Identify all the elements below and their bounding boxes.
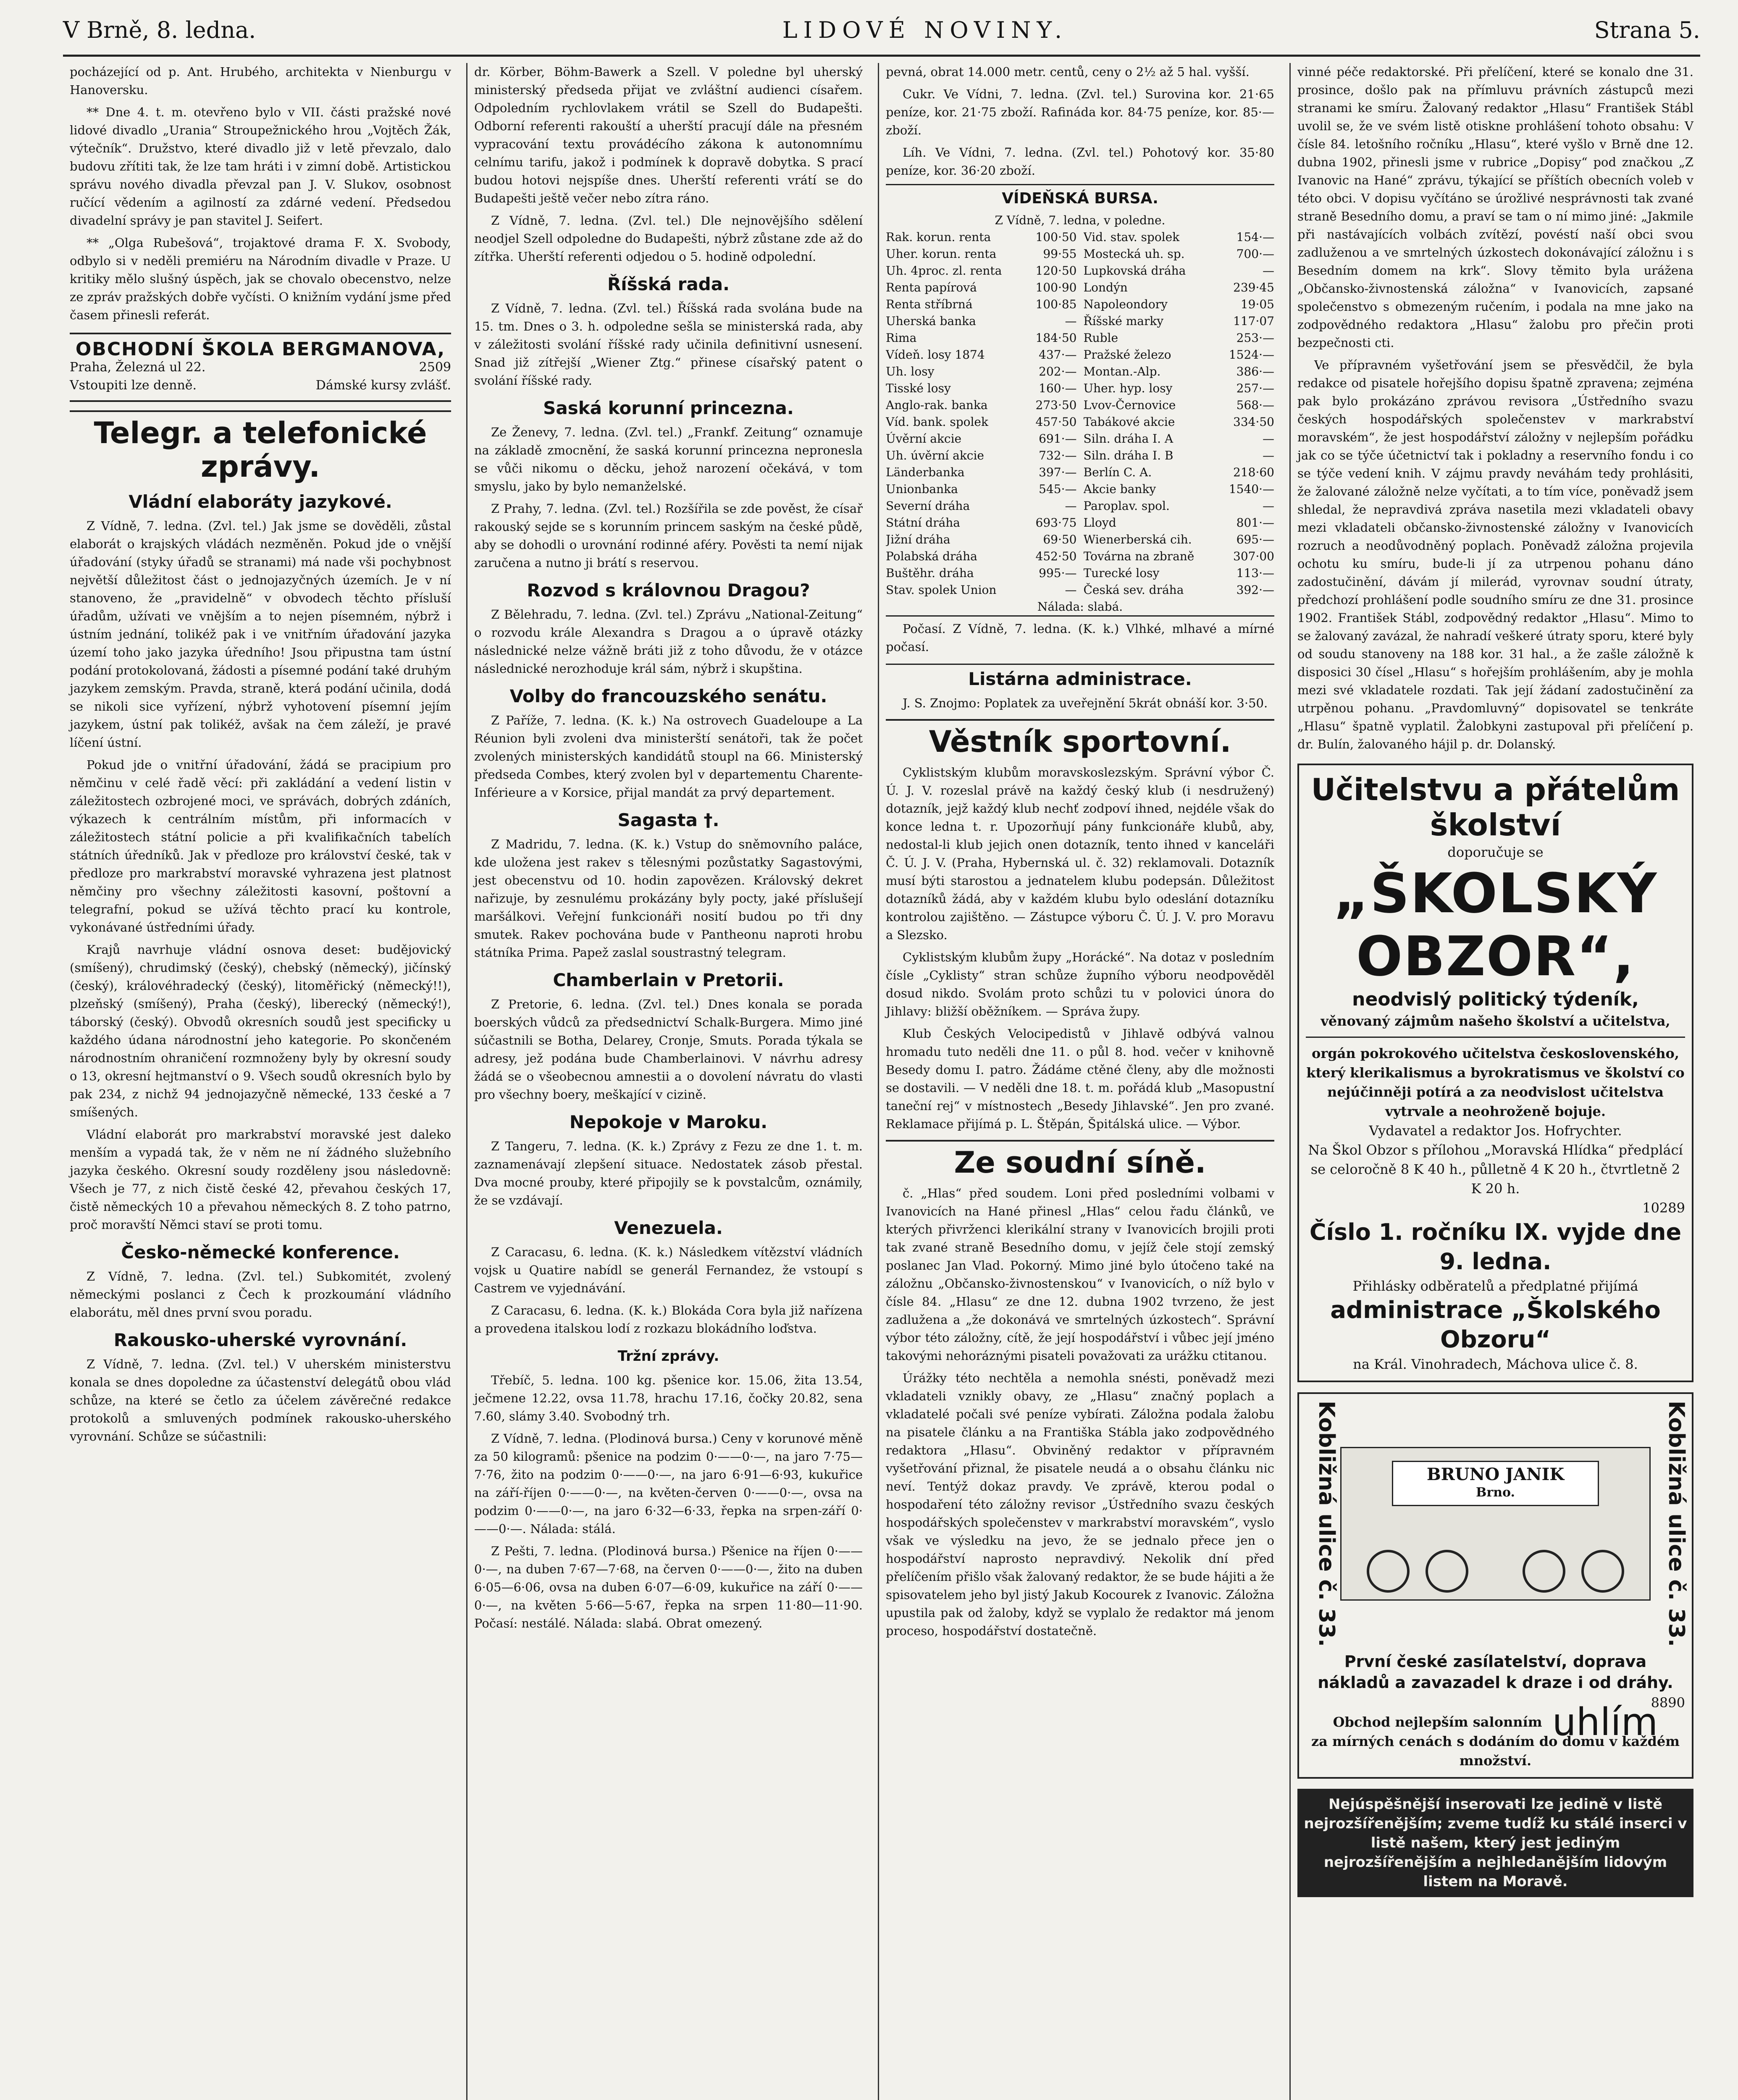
market-paragraph: Třebíč, 5. ledna. 100 kg. pšenice kor. 15.06, žita 13.54, ječmene 12.22, ovsa 11.78, hrachu 17.16, čočky 20.82, sena 7.60, slámy 3.40. Svobodný trh. [474,1373,863,1423]
weather-paragraph: Počasí. Z Vídně, 7. ledna. (K. k.) Vlhké, mlhavé a mírné počasí. [886,622,1274,654]
exchange-price: — [1065,499,1077,513]
exchange-security: Ruble [1083,331,1118,345]
bruno-janik-advertisement [1297,1392,1693,1779]
exchange-row [1084,296,1275,313]
exchange-security: Říšské marky [1083,314,1164,328]
article-paragraph: Z Paříže, 7. ledna. (K. k.) Na ostrovech Guadeloupe a La Réunion byli zvoleni dva ministerští senátoři, tak že počet zvolených ministerských kandidátů stoupl na 66. Ministerský předseda Combes, který zvolen byl v departementu Charente-Inférieure a v Korsice, přijal mandát za prvý departement. [474,713,863,800]
ad-side-text: Kobližná ulice č. 33. [1314,1401,1339,1647]
exchange-security: Vídeň. losy 1874 [886,348,985,362]
exchange-security: Berlín C. A. [1083,465,1152,479]
exchange-price: 273·50 [1035,398,1077,412]
exchange-price: 69·50 [1043,533,1077,546]
ad-line: První české zasílatelství, doprava nákladů a zavazadel k draze i od dráhy. [1318,1652,1673,1692]
exchange-row [886,447,1077,464]
exchange-price: 732·— [1039,449,1077,462]
exchange-price: 99·55 [1043,247,1077,261]
exchange-security: Buštěhr. dráha [886,566,974,580]
masthead-page: Strana 5. [1594,17,1700,43]
article-paragraph: Z Vídně, 7. ledna. (Zvl. tel.) Dle nejnovějšího sdělení neodjel Szell odpoledne do Budapešti, nýbrž zůstane zde až do zítřka. Uherští referenti odjedou o 5. hodině odpolední. [474,213,863,264]
article-heading: Rakousko-uherské vyrovnání. [113,1330,407,1350]
article-paragraph: Z Vídně, 7. ledna. (Zvl. tel.) V uherském ministerstvu konala se dnes dopoledne za účastenství delegátů obou vlád schůze, na které se četlo za účelem závěrečné redakce protokolů a smluvených podmínek rakousko-uherského vyrovnání. Schůze se súčastnili: [70,1357,451,1444]
exchange-price: 545·— [1039,482,1077,496]
exchange-row [886,397,1077,414]
exchange-security: Uh. losy [886,365,935,378]
article-paragraph: dr. Körber, Böhm-Bawerk a Szell. V poledne byl uherský ministerský předseda přijat ve zvláštní audienci císařem. Odpoledním rychlovlakem vrátil se Szell do Budapešti. Odborní referenti rakouští a uherští pracují dále na přesném vypracování textu provádécího zákona k autonomnímu celnímu tarifu, jakož i podmínek k dopravě dobytka. S prací budou hotovi nejspíše dnes. Uherští referenti vrátí se do Budapešti ještě večer nebo zítra ráno. [474,65,863,205]
wheel-icon [1426,1550,1468,1593]
exchange-price: 693·75 [1035,516,1077,530]
exchange-price: 253·— [1236,331,1274,345]
exchange-title: VÍDEŇSKÁ BURSA. [1002,190,1158,207]
exchange-row [886,498,1077,514]
article-paragraph: J. S. Znojmo: Poplatek za uveřejnění 5krát obnáší kor. 3·50. [903,696,1268,710]
exchange-row [1084,363,1275,380]
exchange-grid [886,229,1274,598]
section-heading: Věstník sportovní. [886,719,1274,759]
wagon-sign-name: BRUNO JANIK [1426,1465,1565,1485]
masthead-title: LIDOVÉ NOVINY. [782,17,1068,43]
exchange-security: Mostecká uh. sp. [1083,247,1185,261]
article-heading: Volby do francouzského senátu. [509,686,827,706]
exchange-price: 568·— [1236,398,1274,412]
columns [63,63,1700,2100]
exchange-price: 695·— [1236,533,1274,546]
exchange-security: Paroplav. spol. [1083,499,1170,513]
ad-line: Obchod nejlepším salonním [1333,1714,1542,1730]
exchange-price: 392·— [1236,583,1274,597]
article-paragraph: Ve přípravném vyšetřování jsem se přesvědčil, že byla redakce od pisatele hořejšího dopisu špatně zpravena; zejména pak bylo prokázáno zprávou revisora „Ústředního svazu českých hospodářských společenstev v markrabství moravském“, že jest hospodářství záložny v nejlepším pořádku jak co se týče účetnictví tak i pokladny a reservního fondu i co se týče vedení knih. V zájmu pravdy neváhám tedy prohlásiti, že žalované záložně nelze vyčítati, a to tím více, poněvadž jsem shledal, že nepravdivá zpráva nasetila mezi vkladateli obavy mezi vkladateli občansko-živnostenské záložny v Ivanovicích rozruch a neodůvodněný poplach. Poněvadž záložna projevila ochotu ku smíru, bude-li jí za utrpenou pohanu dáno zadostučinění, dávám jí milerád, vyrovnav soudní útraty, předchozí prohlášení podle soudního smíru ze dne 31. prosince 1902. František Stábl, zodpovědný redaktor „Hlasu“. Mimo to se žalovaný zavázal, že nahradí veškeré útraty sporu, které byly od soudu stanoveny na 188 kor. 31 hal., a že zašle záložně k disposici 30 čísel „Hlasu“ s hořejším prohlášením, aby je mohla mezi své vkladatele rozdati. Tak její žádaní zadostučinění za utrpěnou pohanu. „Pravdomluvný“ dopisovatel se tenkráte „Hlasu“ špatně vyplatil. Žalobkyni zastupoval při přelíčení p. dr. Bulín, žalovaného hájil p. dr. Dolanský. [1297,358,1693,751]
exchange-row [886,380,1077,397]
exchange-price: — [1263,499,1274,513]
article-paragraph: Krajů navrhuje vládní osnova deset: budějovický (smíšený), chrudimský (český), chebský (německý), jičínský (český), královéhradecký (český), litoměřický (německý!!), plzeňský (smíšený), Praha (český), liberecký (německý!), táborský (český). Obvodů okresních soudů jest specificky u každého údana národnostní jeho kategorie. Po skončeném národnostním ohraničení rozmnoženy byly by okresní soudy o 13, okresní hejtmanství o 9. Všech soudů okresních bylo by pak 234, z nichž 94 jednojazyčně německé, 133 české a 7 smíšených. [70,942,451,1119]
exchange-security: Siln. dráha I. A [1083,432,1174,446]
column-1 [63,63,458,2100]
exchange-security: Stav. spolek Union [886,583,997,597]
exchange-row [886,313,1077,330]
exchange-price: — [1065,583,1077,597]
school-address-row [70,358,451,376]
exchange-row [886,531,1077,548]
exchange-security: Uher. hyp. losy [1083,381,1173,395]
article-paragraph: Z Tangeru, 7. ledna. (K. k.) Zprávy z Fezu ze dne 1. t. m. zaznamenávají zlepšení situace. Nedostatek zásob přestal. Dva mocné prouby, které připojily se k povstalcům, oznámily, že se vzdávají. [474,1139,863,1208]
exchange-row [886,481,1077,498]
exchange-row [1084,514,1275,531]
ad-recommend: doporučuje se [1447,844,1544,860]
article-paragraph: Z Pretorie, 6. ledna. (Zvl. tel.) Dnes konala se porada boerských vůdců za předsednictví Schalk-Burgera. Mimo jiné súčastnili se Botha, Delarey, Cronje, Smuts. Porada týkala se adresy, jež podána bude Chamberlainovi. V návrhu adresy žádá se o všeobecnou amnestii a o dovolení návratu do vlasti pro všechny boery, meškající v cizině. [474,997,863,1102]
exchange-price: 700·— [1236,247,1274,261]
article-paragraph: Cyklistským klubům moravskoslezským. Správní výbor Č. Ú. J. V. rozeslal právě na každý český klub (i nesdružený) dotazník, jejž každý klub nechť zodpoví ihned, nejdéle však do konce ledna t. r. Upozorňují pány funkcionáře klubů, aby, nedostal-li klub jejich onen dotazník, tento ihned v kanceláři Č. Ú. J. V. (Praha, Hybernská ul. č. 32) reklamovali. Dotazník musí býti starostou a jednatelem klubu podepsán. Důležitost dotazníků žádá, aby v každém klubu bylo odeslání dotazníku kontrolou zajištěno. — Zástupce výboru Č. Ú. J. V. pro Moravu a Slezsko. [886,765,1274,942]
wagon-sign [1392,1461,1599,1506]
exchange-row [1084,430,1275,447]
exchange-security: Uh. úvěrní akcie [886,449,984,462]
exchange-security: Renta papírová [886,281,977,294]
article-paragraph: Z Vídně, 7. ledna. (Zvl. tel.) Subkomitét, zvolený německými poslanci z Čech k prozkoumání vládního elaborátu, měl dnes první svou poradu. [70,1269,451,1320]
school-courses: Dámské kursy zvlášť. [315,378,451,393]
exchange-row [1084,330,1275,346]
ad-address: na Král. Vinohradech, Máchova ulice č. 8. [1353,1356,1638,1372]
article-heading: Chamberlain v Pretorii. [553,970,784,990]
article-paragraph: ** „Olga Rubešová“, trojaktové drama F. X. Svobody, odbylo si v neděli premiéru na Národním divadle v Praze. U kritiky mělo slušný úspěch, jak se chovalo obecenstvo, nelze ze zpráv pražských dobře vyčísti. O knižním vydání jsme před časem přinesli referát. [70,236,451,322]
ad-line: orgán pokrokového učitelstva československého, který klerikalismus a byrokratismus ve školství co nejúčinněji potírá a za neodvislost učitelstva vytrvale a neohroženě bojuje. [1306,1045,1685,1119]
exchange-row [886,229,1077,246]
ad-title: „ŠKOLSKÝ OBZOR“, [1333,861,1658,988]
exchange-security: Tisské losy [886,381,951,395]
article-heading: Rozvod s královnou Dragou? [527,580,810,601]
ad-line: za mírných cenách s dodáním do domu v každém množství. [1311,1733,1680,1769]
market-paragraph: Z Vídně, 7. ledna. (Plodinová bursa.) Ceny v korunové měně za 50 kilogramů: pšenice na podzim 0·——0·—, na jaro 7·75—7·76, žito na podzim 0·——0·—, na jaro 6·91—6·93, kukuřice na září-říjen 0·——0·—, na květen-červen 0·——0·—, ovsa na podzim 0·——0·—, na jaro 6·32—6·33, řepka na srpen-září 0·——0·—. Nálada: stálá. [474,1431,863,1536]
section-heading: Telegr. a telefonické zprávy. [70,410,451,483]
article-heading: Tržní zprávy. [617,1348,719,1365]
article-paragraph: vinné péče redaktorské. Při přelíčení, které se konalo dne 31. prosince, došlo pak na přímluvu právních zástupců mezi stranami ke smíru. Žalovaný redaktor „Hlasu“ František Stábl uvolil se, že ve svém listě otiskne prohlášení tohoto obsahu: V čísle 84. letošního ročníku „Hlasu“, které vyšlo v Brně dne 12. dubna 1902, přinesli jsme v rubrice „Dopisy“ pod značkou „Z Ivanovic na Hané“ zprávu, týkající se příštích obecních voleb v této obci. V dopisu vyčítáno se úrožlivé nesprávnosti tak zvané straně Besedního domu, a praví se tam o ní mimo jiné: „Jakmile při nastávajících volbách zvítězí, povéstí naší obci svou zadluženou a ve smrtelných úzkostech dokonávající záložnu i s Besedním domem na krk“. Slovy těmito byla urážena „Občansko-živnostenská záložna“ v Ivanovicích, zapsané společenstvo s obmezeným ručením, i podala na mne jako na zodpovědného redaktora „Hlasu“ žalobu pro přečin proti bezpečnosti cti. [1297,65,1693,350]
exchange-row [1084,498,1275,514]
exchange-security: Víd. bank. spolek [886,415,988,429]
article-paragraph: Z Madridu, 7. ledna. (K. k.) Vstup do sněmovního paláce, kde uložena jest rakev s tělesnými pozůstatky Sagastovými, jest obecenstvu od 10. hodin zapovězen. Královský dekret nařizuje, by zesnulému prokázány byly pocty, jaké příslušejí maršálkovi. Veřejní funkcionáři nosití budou po tři dny smutek. Rakev pochována bude v Pantheonu naproti hrobu státníka Prima. Papež zaslal soustrastný telegram. [474,837,863,960]
exchange-row [886,582,1077,598]
exchange-security: Uherská banka [886,314,976,328]
article-heading: Nepokoje v Maroku. [569,1112,768,1132]
school-title: OBCHODNÍ ŠKOLA BERGMANOVA, [75,339,446,360]
skolsky-obzor-advertisement [1297,764,1693,1382]
exchange-row [886,262,1077,279]
exchange-row [1084,229,1275,246]
exchange-price: 437·— [1039,348,1077,362]
article-paragraph: Z Bělehradu, 7. ledna. (Zvl. tel.) Zprávu „National-Zeitung“ o rozvodu krále Alexandra s Dragou a o úpravě otázky následnické nelze vážně bráti již z toho důvodu, že v otázce následnické nerozhoduje král sám, nýbrž i skupština. [474,607,863,676]
article-heading: Saská korunní princezna. [543,398,794,418]
article-paragraph: Cyklistským klubům župy „Horácké“. Na dotaz v posledním čísle „Cyklisty“ stran schůze župního výboru neodpověděl dosud nikdo. Svolám proto schůzi tu v polovici února do Jihlavy: bližší oběžníkem. — Správa župy. [886,950,1274,1018]
exchange-price: 691·— [1039,432,1077,446]
exchange-security: Rak. korun. renta [886,230,991,244]
exchange-row [886,430,1077,447]
article-paragraph: Úrážky této nechtěla a nemohla snésti, poněvadž mezi vkladateli vznikly obavy, ze „Hlasu“ značný poplach a vkladatelé počali své peníze vybírati. Záložna podala žalobu na pisatele článku a na Františka Stábla jako zodpovědného redaktora „Hlasu“. Obviněný redaktor v přípravném vyšetřování přiznal, že pisatele neudá a o obsahu článku nic neví. Tentýž dokaz pravdy. Ve zprávě, kterou podal o hospodaření této záložny revisor „Ústředního svazu českých hospodářských společenstev v markrabství moravském“, vyslo však ve výsledku na jevo, že se jednalo přece jen o hospodářství naprosto nepravdivý. Nekolik dní před přelíčením přišlo však žalovaný redaktor, že se bude hájiti a že spisovatelem jeho byl jistý Jakub Kocourek z Ivanovic. Záložna upustila pak od žaloby, když se vyplalo že redaktor má jenom proceso, hospodářství dostatečně. [886,1371,1274,1638]
ad-number: 10289 [1642,1200,1685,1216]
exchange-price: 154·— [1236,230,1274,244]
exchange-price: 184·50 [1035,331,1077,345]
exchange-security: Lvov-Černovice [1083,398,1176,412]
ad-line: Na Škol Obzor s přílohou „Moravská Hlídka“ předplácí se celoročně 8 K 40 h., půlletně 4 K 20 h., čtvrtletně 2 K 20 h. [1308,1142,1683,1197]
exchange-row [1084,279,1275,296]
school-advertisement [70,333,451,402]
school-address: Praha, Železná ul 22. [70,360,206,375]
school-ad-number: 2509 [419,360,451,375]
exchange-security: Jižní dráha [886,533,950,546]
exchange-price: 100·85 [1035,297,1077,311]
exchange-price: 100·50 [1035,230,1077,244]
article-heading: Říšská rada. [607,274,730,294]
exchange-row [1084,262,1275,279]
ad-line: neodvislý politický týdeník, [1352,989,1639,1010]
article-paragraph: ** Dne 4. t. m. otevřeno bylo v VII. části pražské nové lidové divadlo „Urania“ Stroupežnického hrou „Vojtěch Žák, výtečník“. Družstvo, které divadlo již v letě převzalo, dalo budovu zřítiti tak, že lze tam hráti i v zimní době. Artistickou správu nového divadla převzal pan J. V. Slukov, osobnost ručící vědením a agilností za zdárné vedení. Předsedou divadelní správy je pan stavitel J. Seifert. [70,105,451,228]
exchange-row [1084,464,1275,481]
column-2 [466,63,869,2100]
wagon-sign-city: Brno. [1476,1485,1515,1500]
exchange-price: 452·50 [1035,549,1077,563]
article-paragraph: Z Caracasu, 6. ledna. (K. k.) Následkem vítězství vládních vojsk u Quatire nabídl se generál Fernandez, že vstoupí s Castrem ve vyjednávání. [474,1245,863,1295]
exchange-price: 19·05 [1240,297,1274,311]
article-paragraph: pevná, obrat 14.000 metr. centů, ceny o 2½ až 5 hal. vyšší. [886,65,1250,79]
article-paragraph: pocházející od p. Ant. Hrubého, architekta v Nienburgu v Hanoversku. [70,65,451,97]
exchange-security: Rima [886,331,917,345]
masthead [63,17,1700,57]
exchange-price: 995·— [1039,566,1077,580]
coal-word: uhlím [1552,1700,1658,1744]
exchange-price: — [1263,264,1274,278]
exchange-security: Uh. 4proc. zl. renta [886,264,1002,278]
ad-number: 8890 [1651,1695,1685,1711]
exchange-row [886,565,1077,582]
ad-line: Vydavatel a redaktor Jos. Hofrychter. [1369,1123,1622,1139]
section-heading: Ze soudní síně. [886,1140,1274,1179]
exchange-price: 386·— [1236,365,1274,378]
exchange-price: 120·50 [1035,264,1077,278]
article-paragraph: Cukr. Ve Vídni, 7. ledna. (Zvl. tel.) Surovina kor. 21·65 peníze, kor. 21·75 zboží. Rafináda kor. 84·75 peníze, kor. 85·— zboží. [886,87,1274,137]
exchange-security: Akcie banky [1083,482,1156,496]
exchange-security: Uher. korun. renta [886,247,997,261]
exchange-price: 100·90 [1035,281,1077,294]
exchange-security: Státní dráha [886,516,960,530]
exchange-price: 239·45 [1233,281,1274,294]
school-info-row [70,376,451,394]
exchange-row [1084,582,1275,598]
exchange-price: 257·— [1236,381,1274,395]
exchange-row [886,363,1077,380]
exchange-security: Länderbanka [886,465,965,479]
article-paragraph: Ze Ženevy, 7. ledna. (Zvl. tel.) „Frankf. Zeitung“ oznamuje na základě zmocnění, že saská korunní princezna nepronesla se vůči nikomu o děcku, jehož narození očekává, v tom smyslu, jako by bylo nemanželské. [474,425,863,494]
exchange-security: Pražské železo [1083,348,1171,362]
exchange-security: Lupkovská dráha [1083,264,1186,278]
exchange-row [886,246,1077,262]
stock-exchange-table [886,184,1274,617]
market-paragraph: Z Pešti, 7. ledna. (Plodinová bursa.) Pšenice na říjen 0·——0·—, na duben 7·67—7·68, na červen 0·——0·—, žito na duben 6·05—6·06, ovsa na duben 6·07—6·09, kukuřice na září 0·——0·—, na květen 5·66—5·67, řepka na srpen 11·80—11·90. Počasí: nestálé. Nálada: slabá. Obrat omezený. [474,1544,863,1630]
exchange-row [1084,246,1275,262]
exchange-security: Turecké losy [1083,566,1160,580]
exchange-price: 1524·— [1229,348,1274,362]
insertion-advertisement: Nejúspěšnější inserovati lze jedině v listě nejrozšířenějším; zveme tudíž ku stálé inserci v listě našem, který jest jediným nejrozšířenějším a nejhledanějším lidovým listem na Moravě. [1297,1789,1693,1897]
column-4 [1289,63,1700,2100]
exchange-security: Anglo-rak. banka [886,398,988,412]
exchange-security: Unionbanka [886,482,958,496]
janik-header [1306,1401,1689,1647]
article-heading: Sagasta †. [617,810,719,830]
exchange-row [1084,565,1275,582]
article-heading: Česko-německé konference. [121,1242,400,1263]
exchange-row [886,414,1077,430]
wheel-icon [1367,1550,1410,1593]
exchange-price: 334·50 [1233,415,1274,429]
exchange-mood: Nálada: slabá. [1037,600,1123,614]
article-paragraph: Z Caracasu, 6. ledna. (K. k.) Blokáda Cora byla již nařízena a provedena italskou lodí z rozkazu blokádního loďstva. [474,1303,863,1336]
article-paragraph: Vládní elaborát pro markrabství moravské jest daleko menším a vypadá tak, že v něm ne ní žádného služebního jazyka českého. Okresní soudy rozděleny jsou následovně: Všech je 77, z nich čistě české 42, převahou českých 17, čistě německých 10 a převahou německých 8. Z toho patrno, proč moravští Němci staví se proti tomu. [70,1127,451,1232]
exchange-price: 801·— [1236,516,1274,530]
exchange-price: 218·60 [1233,465,1274,479]
exchange-row [886,296,1077,313]
exchange-security: Londýn [1083,281,1128,294]
exchange-security: Montan.-Alp. [1083,365,1161,378]
exchange-row [1084,481,1275,498]
exchange-price: 117·07 [1233,314,1274,328]
exchange-price: 1540·— [1229,482,1274,496]
exchange-security: Vid. stav. spolek [1083,230,1180,244]
exchange-row [1084,313,1275,330]
exchange-price: 160·— [1039,381,1077,395]
wheel-icon [1581,1550,1624,1593]
exchange-security: Česká sev. dráha [1083,583,1184,597]
masthead-date: V Brně, 8. ledna. [63,17,256,43]
exchange-price: — [1263,432,1274,446]
ad-side-text: Kobližná ulice č. 33. [1664,1401,1689,1647]
article-paragraph: č. „Hlas“ před soudem. Loni před posledními volbami v Ivanovicích na Hané přinesl „Hlas“ celou řadu článků, ve kterých přivrženci klerikální strany v Ivanovicích brojili proti tak zvané straně Besedního domu, v jejíž čele stojí zemský poslanec Jan Vlad. Pokorný. Mimo jiné bylo útočeno také na záložnu „Občansko-živnostenskou“ v Ivanovicích, o níž bylo v čísle 84. „Hlasu“ ze dne 12. dubna 1902 tvrzeno, že jest zadlužena a „že dokonává ve smrtelných úzkostech“. Správní výbor této záložny, cítě, že její hospodářství i vůbec její jméno takovými nehoráznými pisateli považovati za urážku ctitanou. [886,1186,1274,1363]
exchange-row [1084,531,1275,548]
exchange-security: Továrna na zbraně [1083,549,1195,563]
ad-line: Přihlásky odběratelů a předplatné přijímá [1352,1278,1638,1294]
exchange-price: — [1263,449,1274,462]
wheel-icon [1523,1550,1565,1593]
exchange-row [1084,447,1275,464]
exchange-security: Úvěrní akcie [886,432,962,446]
exchange-date: Z Vídně, 7. ledna, v poledne. [995,213,1166,227]
exchange-security: Wienerberská cih. [1083,533,1192,546]
exchange-security: Siln. dráha I. B [1083,449,1174,462]
exchange-row [1084,414,1275,430]
school-enroll: Vstoupiti lze denně. [70,378,197,393]
exchange-row [1084,548,1275,565]
exchange-row [1084,380,1275,397]
exchange-security: Tabákové akcie [1083,415,1175,429]
ad-line: věnovaný zájmům našeho školství a učitelstva, [1321,1013,1670,1029]
article-paragraph: Klub Českých Velocipedistů v Jihlavě odbývá valnou hromadu tuto neděli dne 11. o půl 8. hod. večer v knihovně Besedy domu I. patro. Žádáme ctěné členy, aby dle možnosti se dostavili. — V neděli dne 18. t. m. pořádá klub „Masopustní taneční rej“ v místnostech „Besedy Jihlavské“. Jen pro zvané. Reklamace přijímá p. L. Štěpán, Špitálská ulice. — Výbor. [886,1026,1274,1131]
exchange-row [886,279,1077,296]
exchange-row [886,346,1077,363]
exchange-security: Polabská dráha [886,549,977,563]
exchange-price: 397·— [1039,465,1077,479]
exchange-row [1084,397,1275,414]
exchange-price: 113·— [1236,566,1274,580]
exchange-row [886,548,1077,565]
ad-issue: Číslo 1. ročníku IX. vyjde dne 9. ledna. [1309,1219,1682,1275]
ad-admin: administrace „Školského Obzoru“ [1330,1297,1661,1353]
article-paragraph: Z Vídně, 7. ledna. (Zvl. tel.) Jak jsme se dověděli, zůstal elaborát o krajských vládách nezměněn. Pokud jde o vnější úřadování (styky úřadů se stranami) má nade vši pochybnost největší důležitost část o jednojazyčných územích. Je v ní stanoveno, že „pravidelně“ v obvodech těchto přísluší úřadům, užívati ve vnějším a to nejen písemném, nýbrž i ústním jednání, tolikéž pak i ve vnitřním úřadování jazyka území toho jako jazyka úředního! Jsou připustna tam ústní podání protokolovaná, žádosti a písemné podání také druhým jazykem zemským. Pravda, straně, která podání učinila, dodá se nikoli sice vyřízení, nýbrž vyhotovení písemní jejím jazykem, ústní pak tolikéž, avšak na čem záleží, je pravé líčení ústní. [70,519,451,750]
article-paragraph: Z Vídně, 7. ledna. (Zvl. tel.) Říšská rada svolána bude na 15. tm. Dnes o 3. h. odpoledne sešla se ministerská rada, aby v záležitosti svolání říšské rady učinila definitivní usnesení. Snad již zítřejší „Wiener Ztg.“ přinese císařský patent o svolání říšské rady. [474,301,863,388]
exchange-security: Lloyd [1083,516,1116,530]
exchange-row [1084,346,1275,363]
wagon-illustration [1340,1447,1651,1601]
article-paragraph: Z Prahy, 7. ledna. (Zvl. tel.) Rozšířila se zde pověst, že císař rakouský sejde se s korunním princem saským na české půdě, aby se dohodli o urovnání rodinné aféry. Pověsti ta nemí nijak zaručena a nutno ji brátí s reservou. [474,501,863,570]
exchange-price: 202·— [1039,365,1077,378]
exchange-security: Napoleondory [1083,297,1168,311]
column-3 [878,63,1281,2100]
article-heading: Venezuela. [614,1218,723,1238]
exchange-row [886,514,1077,531]
exchange-price: 307·00 [1233,549,1274,563]
exchange-security: Renta stříbrná [886,297,973,311]
exchange-security: Severní dráha [886,499,970,513]
article-heading: Vládní elaboráty jazykové. [129,491,392,512]
article-paragraph: Líh. Ve Vídni, 7. ledna. (Zvl. tel.) Pohotový kor. 35·80 peníze, kor. 36·20 zboží. [886,145,1274,178]
exchange-price: 457·50 [1035,415,1077,429]
exchange-row [886,464,1077,481]
exchange-row [886,330,1077,346]
ad-headline: Učitelstvu a přátelům školství [1311,772,1680,843]
exchange-price: — [1065,314,1077,328]
article-heading: Listárna administrace. [886,664,1274,690]
article-paragraph: Pokud jde o vnitřní úřadování, žádá se pracipium pro němčinu v celé řadě věcí: při zakládání a vedení listin v záležitostech ozbrojené moci, ve správách, dobrých zdáních, výkazech k centrálním místům, při informacích v záležitostech státní policie a při kvalifikačních tabelích státních úředníků. Jak v předloze pro království české, tak v předloze pro markrabství moravské vyhrazena jest platnost němčiny pro všechny záležitosti kasovní, poštovní a telegrafní, pokud se užívá těchto prací ku kontrole, vykonávané ústředními úřady. [70,758,451,934]
